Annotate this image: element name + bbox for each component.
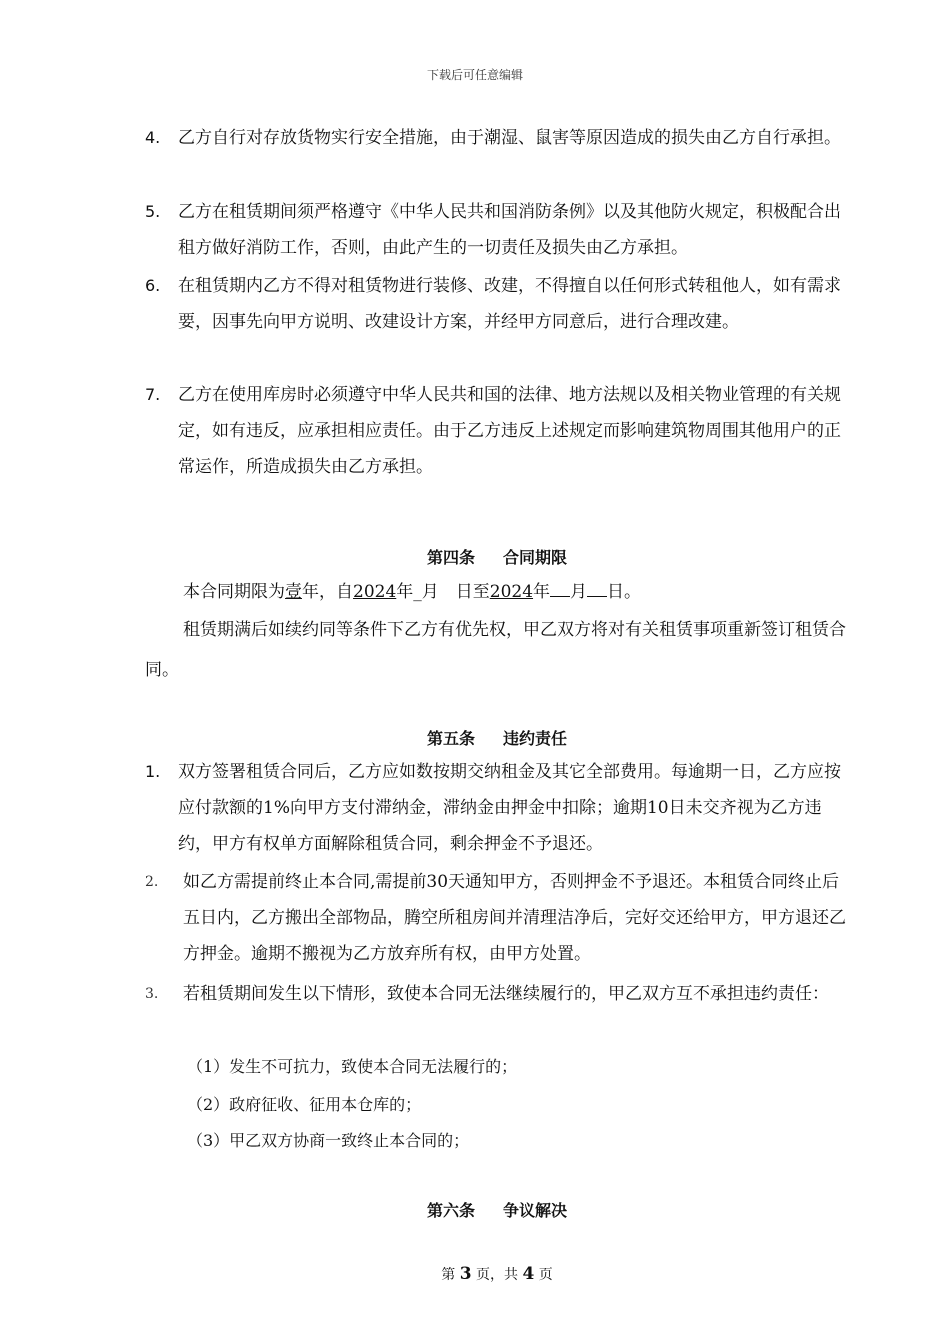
section-title: 争议解决 [503, 1201, 568, 1220]
item-number: 6. [145, 276, 161, 295]
page-header: 下载后可任意编辑 [426, 68, 523, 82]
page-number: 3 [459, 1264, 472, 1284]
section-heading [0, 1198, 950, 1221]
page-footer [0, 1264, 950, 1284]
end-year: 2024 [489, 582, 534, 602]
sub-item: （1）发生不可抗力，致使本合同无法履行的； [187, 1057, 518, 1076]
section-heading [0, 726, 950, 749]
section-heading [0, 545, 950, 568]
renewal-paragraph: 租赁期满后如续约同等条件下乙方有优先权，甲乙双方将对有关租赁事项重新签订租赁合同。 [145, 620, 846, 680]
section-title: 合同期限 [503, 548, 568, 567]
section-number: 第六条 [426, 1201, 475, 1220]
term-text: 月 [570, 582, 588, 602]
contract-term [183, 572, 855, 612]
section-number: 第五条 [426, 729, 475, 748]
item-text: 双方签署租赁合同后，乙方应如数按期交纳租金及其它全部费用。每逾期一日，乙方应按应付款额的1%向甲方支付滞纳金，滞纳金由押金中扣除；逾期10日未交齐视为乙方违约，甲方有权单方面解除租赁合同，剩余押金不予退还。 [178, 762, 841, 854]
item-text: 如乙方需提前终止本合同,需提前30天通知甲方，否则押金不予退还。本租赁合同终止后五日内，乙方搬出全部物品，腾空所租房间并清理洁净后，完好交还给甲方，甲方退还乙方押金。逾期不搬视为乙方放弃所有权，由甲方处置。 [183, 872, 846, 964]
item-text: 乙方在使用库房时必须遵守中华人民共和国的法律、地方法规以及相关物业管理的有关规定，如有违反，应承担相应责任。由于乙方违反上述规定而影响建筑物周围其他用户的正常运作，所造成损失由乙方承担。 [178, 385, 841, 477]
item-number: 3. [145, 986, 159, 1002]
blank-day [587, 580, 607, 597]
footer-text: 页 [538, 1267, 553, 1283]
item-text: 在租赁期内乙方不得对租赁物进行装修、改建，不得擅自以任何形式转租他人，如有需求要，因事先向甲方说明、改建设计方案，并经甲方同意后，进行合理改建。 [178, 276, 841, 332]
list-item [145, 976, 855, 1012]
item-number: 1. [145, 762, 161, 781]
list-item [145, 194, 855, 266]
list-item [145, 754, 855, 862]
item-number: 5. [145, 202, 161, 221]
item-text: 乙方在租赁期间须严格遵守《中华人民共和国消防条例》以及其他防火规定，积极配合出租方做好消防工作，否则，由此产生的一切责任及损失由乙方承担。 [178, 202, 841, 258]
list-item [145, 120, 855, 156]
list-item [145, 268, 855, 340]
list-item [145, 377, 855, 485]
term-text: 年，自 [302, 582, 353, 602]
item-number: 4. [145, 128, 161, 147]
term-text: 年_月 日至 [396, 582, 490, 602]
item-text: 乙方自行对存放货物实行安全措施，由于潮湿、鼠害等原因造成的损失由乙方自行承担。 [178, 128, 841, 148]
list-item [145, 864, 855, 972]
term-text: 本合同期限为 [183, 582, 285, 602]
footer-text: 第 [441, 1267, 456, 1283]
item-number: 7. [145, 385, 161, 404]
section-number: 第四条 [426, 548, 475, 567]
page-total: 4 [522, 1264, 535, 1284]
blank-month [550, 580, 570, 597]
term-years: 壹 [285, 582, 302, 602]
sub-item: （3）甲乙双方协商一致终止本合同的； [187, 1131, 470, 1150]
sub-item: （2）政府征收、征用本仓库的； [187, 1095, 422, 1114]
item-text: 若租赁期间发生以下情形，致使本合同无法继续履行的，甲乙双方互不承担违约责任： [183, 984, 829, 1004]
footer-text: 页，共 [476, 1267, 518, 1283]
start-year: 2024 [353, 582, 397, 602]
term-text: 年 [533, 582, 551, 602]
section-title: 违约责任 [503, 729, 568, 748]
item-number: 2. [145, 874, 159, 890]
term-text: 日。 [607, 582, 642, 602]
